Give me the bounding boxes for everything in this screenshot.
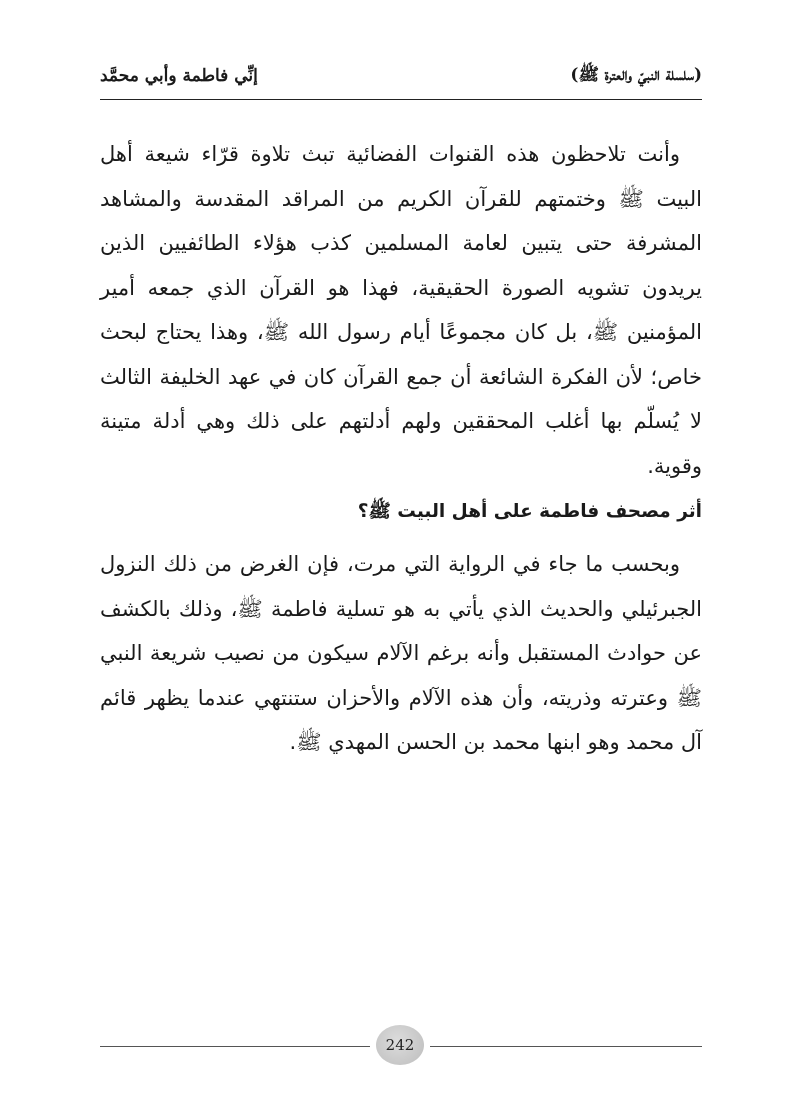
book-title: إنِّي فاطمة وأبي محمَّد	[100, 66, 258, 86]
series-title: (سلسلة النبيّ والعترة ﷺ)	[570, 64, 702, 85]
running-header	[100, 56, 702, 96]
paragraph: وأنت تلاحظون هذه القنوات الفضائية تبث تلاوة قرّاء شيعة أهل البيت ﷺ وختمتهم للقرآن الكريم من المراقد المقدسة والمشاهد المشرفة حتى يتبين لعامة المسلمين كذب هؤلاء الطائفيين الذين يريدون تشويه الصورة الحقيقية، فهذا هو القرآن الذي جمعه أمير المؤمنين ﷺ، بل كان مجموعًا أيام رسول الله ﷺ، وهذا يحتاج لبحث خاص؛ لأن الفكرة الشائعة أن جمع القرآن كان في عهد الخليفة الثالث لا يُسلّم بها أغلب المحققين ولهم أدلتهم على ذلك وهي أدلة متينة وقوية.	[100, 142, 702, 478]
footer-divider-right	[430, 1046, 702, 1047]
page-number-badge	[376, 1025, 424, 1065]
header-divider	[100, 99, 702, 100]
page-number: 242	[385, 1036, 415, 1054]
footer-divider-left	[100, 1046, 370, 1047]
section-heading: أثر مصحف فاطمة على أهل البيت ﷺ؟	[357, 501, 702, 522]
paragraph: وبحسب ما جاء في الرواية التي مرت، فإن الغرض من ذلك النزول الجبرئيلي والحديث الذي يأتي به هو تسلية فاطمة ﷺ، وذلك بالكشف عن حوادث المستقبل وأنه برغم الآلام سيكون من نصيب شريعة النبي ﷺ وعترته وذريته، وأن هذه الآلام والأحزان ستنتهي عندما يظهر قائم آل محمد وهو ابنها محمد بن الحسن المهدي ﷺ.	[100, 552, 702, 754]
body-text	[100, 132, 702, 765]
